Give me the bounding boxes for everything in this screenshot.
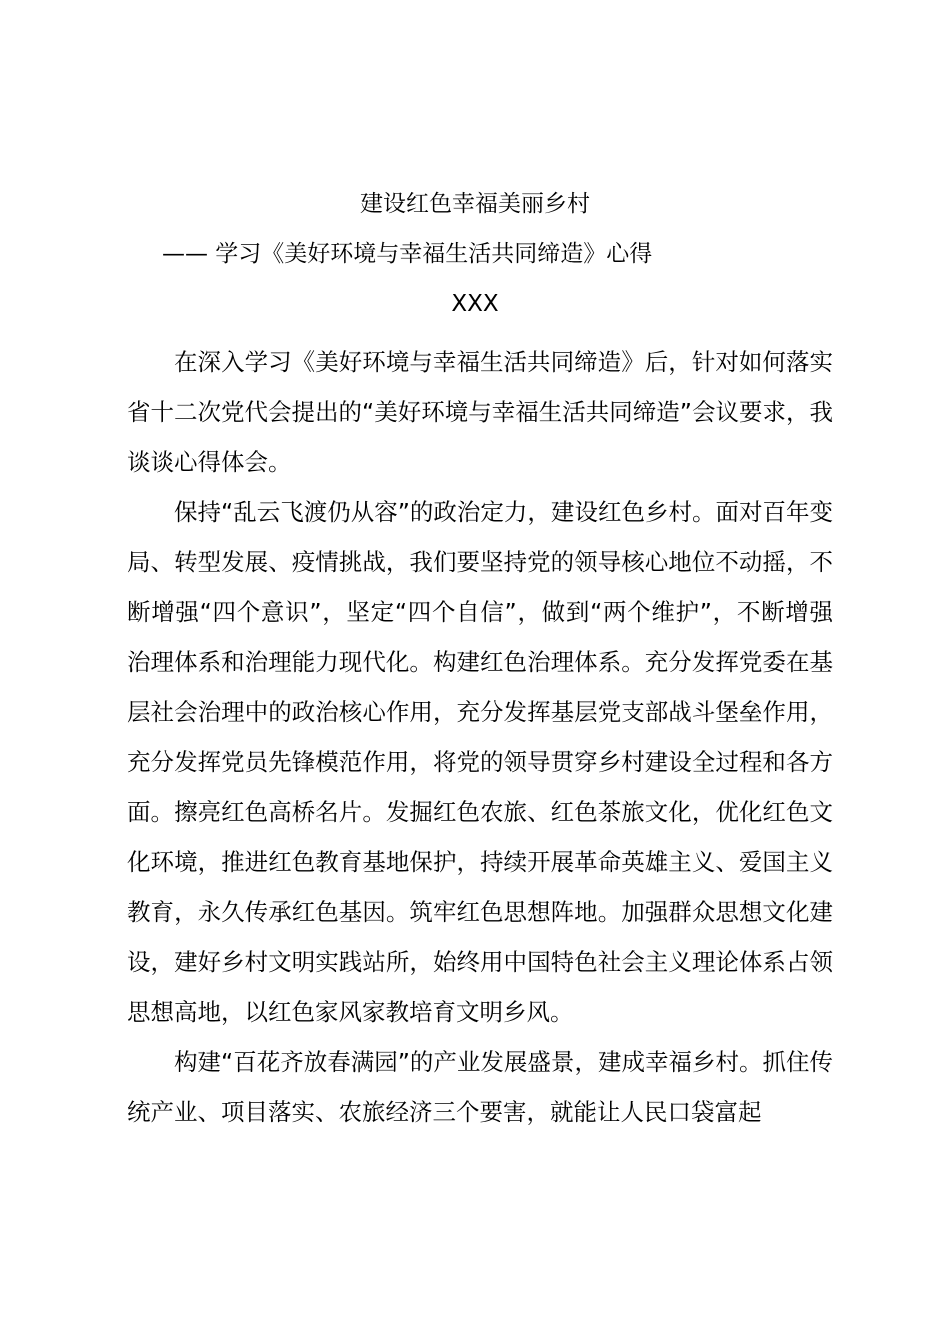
document-subtitle: —— 学习《美好环境与幸福生活共同缔造》心得 xyxy=(162,241,653,267)
document-author: XXX xyxy=(451,291,499,317)
body-paragraph: 在深入学习《美好环境与幸福生活共同缔造》后，针对如何落实省十二次党代会提出的“美好环境与幸福生活共同缔造”会议要求，我谈谈心得体会。 xyxy=(127,348,833,476)
document-body xyxy=(127,337,833,1137)
body-paragraph: 构建“百花齐放春满园”的产业发展盛景，建成幸福乡村。抓住传统产业、项目落实、农旅经济三个要害，就能让人民口袋富起 xyxy=(127,1048,833,1126)
body-paragraph: 保持“乱云飞渡仍从容”的政治定力，建设红色乡村。面对百年变局、转型发展、疫情挑战，我们要坚持党的领导核心地位不动摇，不断增强“四个意识”，坚定“四个自信”，做到“两个维护”，不断增强治理体系和治理能力现代化。构建红色治理体系。充分发挥党委在基层社会治理中的政治核心作用，充分发挥基层党支部战斗堡垒作用，充分发挥党员先锋模范作用，将党的领导贯穿乡村建设全过程和各方面。擦亮红色高桥名片。发掘红色农旅、红色茶旅文化，优化红色文化环境，推进红色教育基地保护，持续开展革命英雄主义、爱国主义教育，永久传承红色基因。筑牢红色思想阵地。加强群众思想文化建设，建好乡村文明实践站所，始终用中国特色社会主义理论体系占领思想高地，以红色家风家教培育文明乡风。 xyxy=(127,498,833,1026)
document-title: 建设红色幸福美丽乡村 xyxy=(360,191,590,217)
